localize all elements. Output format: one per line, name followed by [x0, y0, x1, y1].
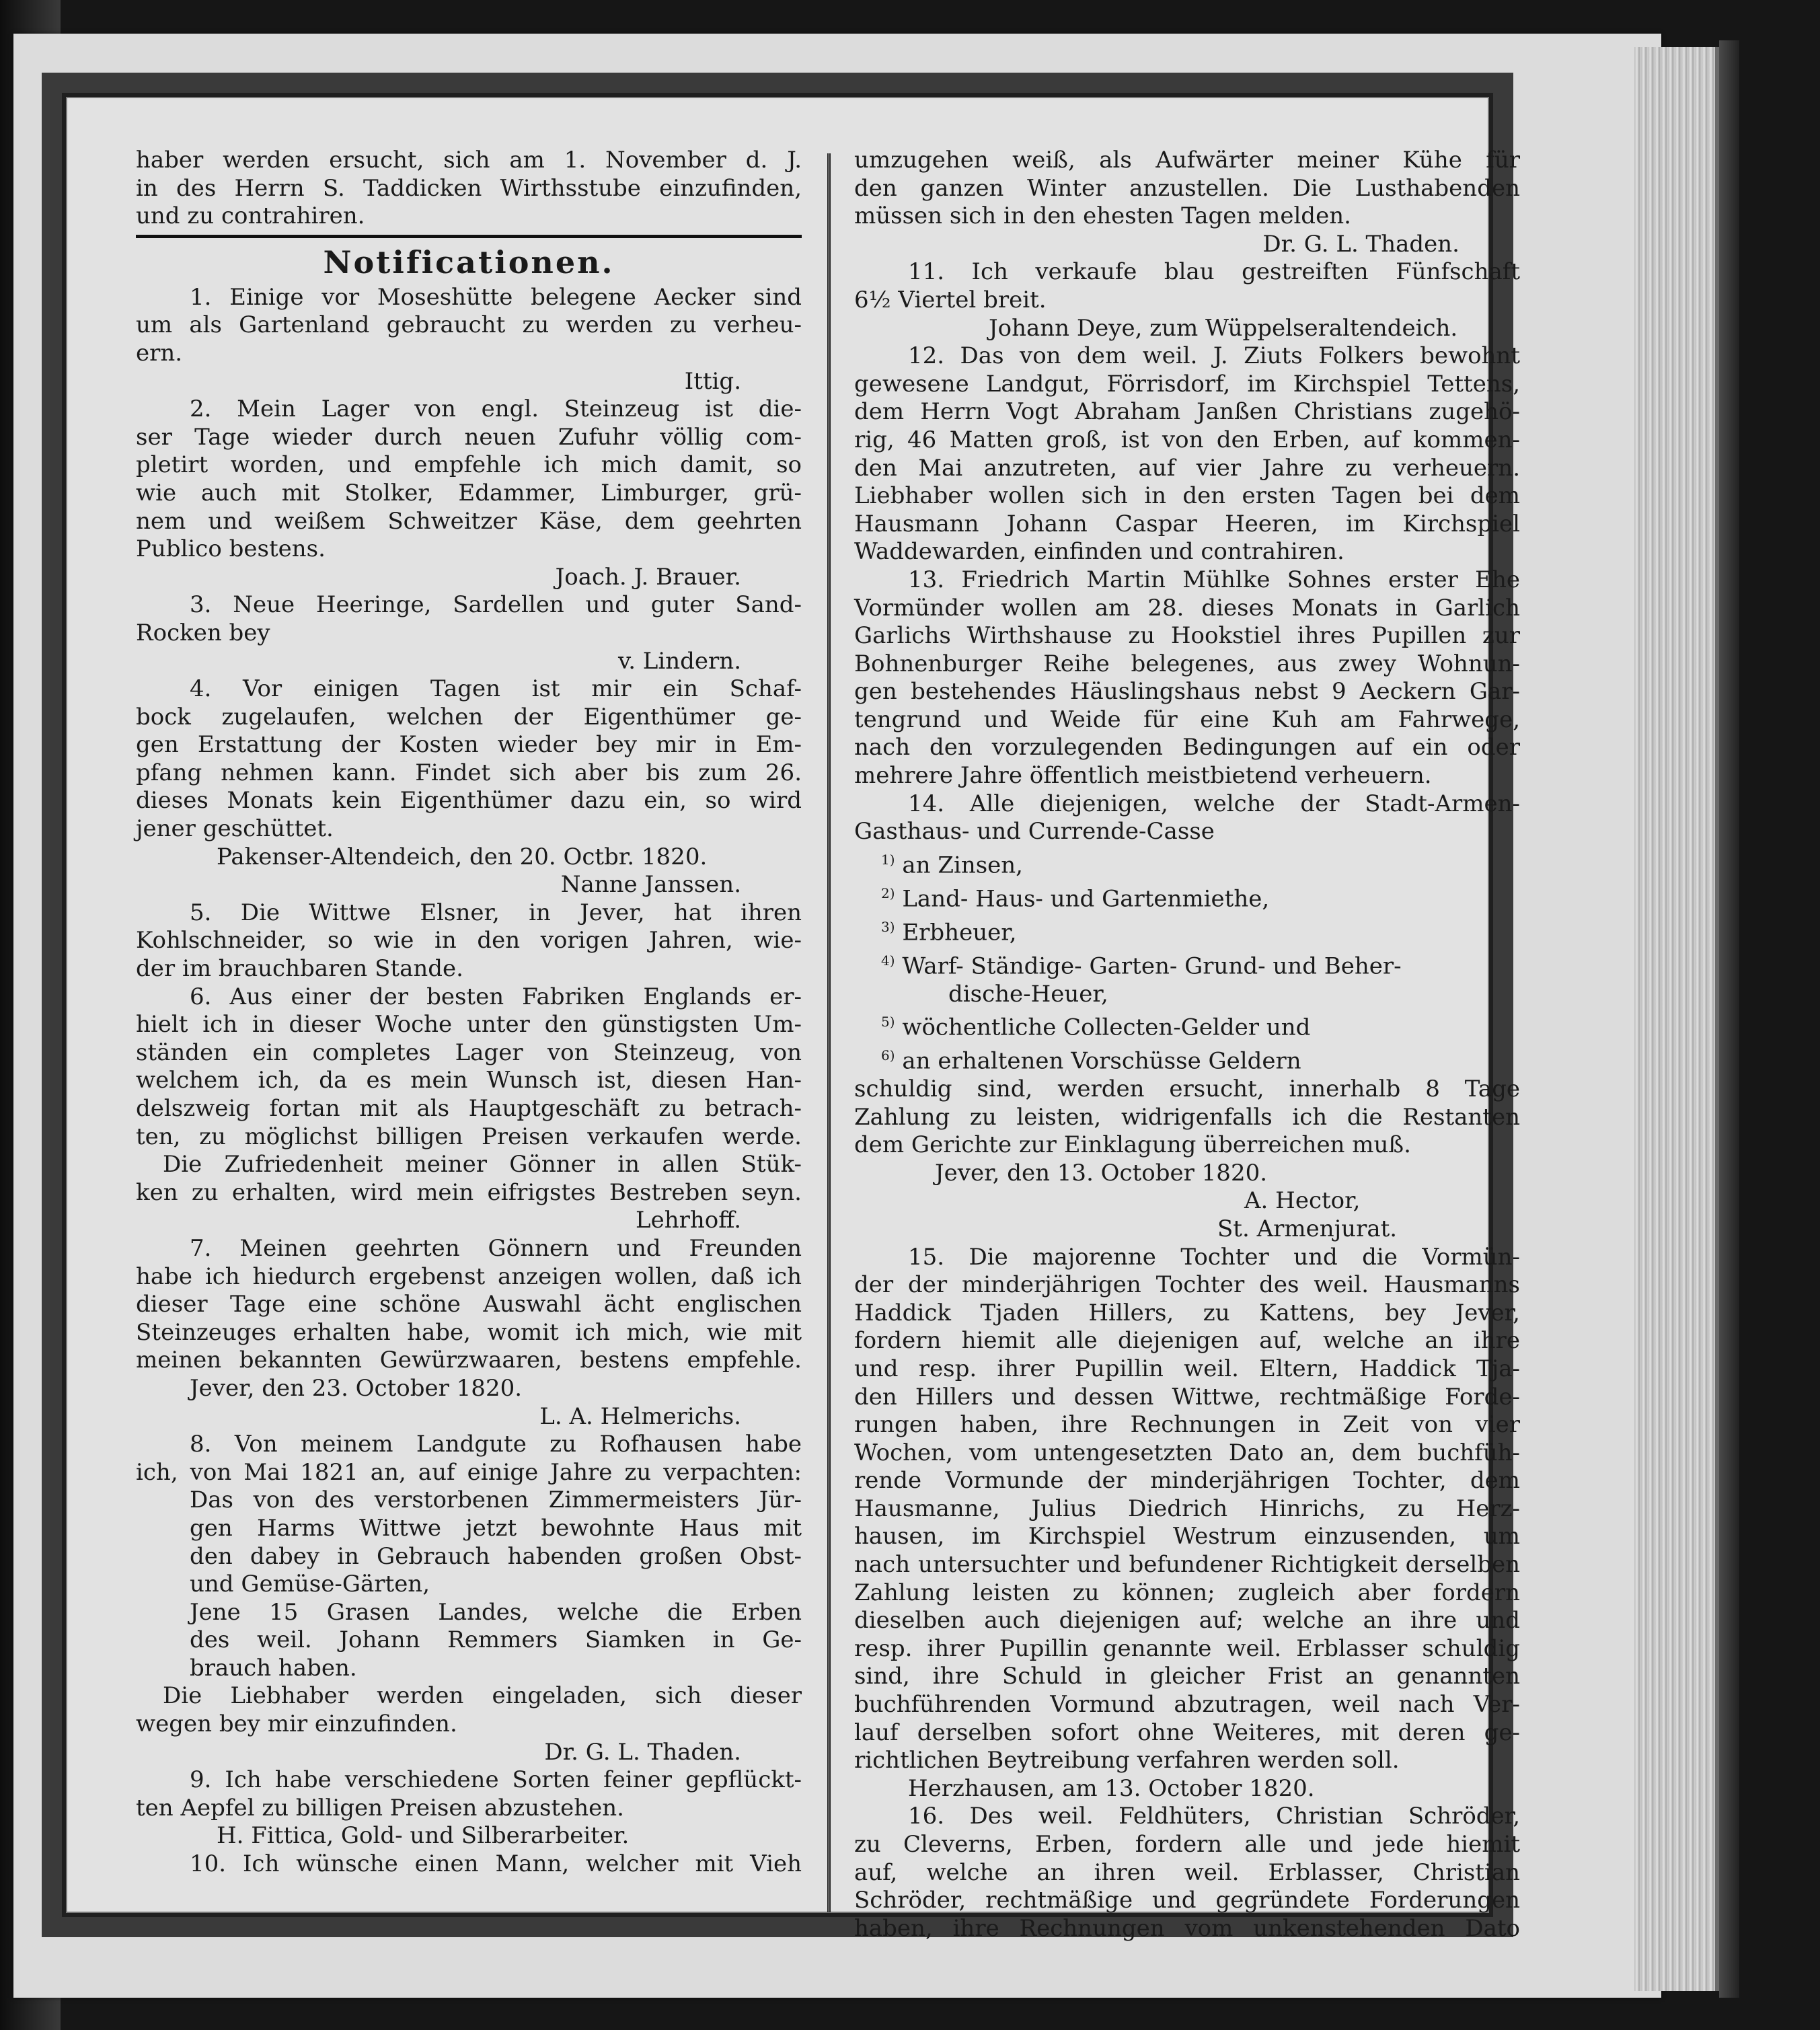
text-line: 2. Mein Lager von engl. Steinzeug ist die- [190, 396, 802, 423]
text-line: 15. Die majorenne Tochter und die Vormün- [908, 1243, 1520, 1271]
text-line: Schröder, rechtmäßige und gegründete Forderungen [854, 1887, 1520, 1914]
text-line: nach untersuchter und befundener Richtigkeit derselben [854, 1551, 1520, 1579]
list-item [854, 880, 1520, 913]
text-line: fordern hiemit alle diejenigen auf, welche an ihre [854, 1327, 1520, 1355]
text-line: 1. Einige vor Moseshütte belegene Aecker sind [190, 283, 802, 311]
text-line: brauch haben. [190, 1654, 357, 1682]
list-item [854, 846, 1520, 880]
list-number: 6) [881, 1047, 895, 1064]
text-line: den Hillers und dessen Wittwe, rechtmäßige Forde- [854, 1383, 1520, 1411]
signature: Nanne Janssen. [560, 871, 741, 899]
signature: Johann Deye, zum Wüppelseraltendeich. [989, 314, 1458, 342]
text-line: jener geschüttet. [136, 815, 334, 843]
ornamental-border [42, 73, 1520, 1942]
text-line: Waddewarden, einfinden und contrahiren. [854, 538, 1344, 566]
text-line: rungen haben, ihre Rechnungen in Zeit von vier [854, 1411, 1520, 1439]
text-line: Liebhaber wollen sich in den ersten Tagen bei dem [854, 482, 1520, 510]
text-line: Garlichs Wirthshause zu Hookstiel ihres Pupillen zur [854, 622, 1520, 650]
text-line: tengrund und Weide für eine Kuh am Fahrwege, [854, 706, 1520, 733]
text-line: gen bestehendes Häuslingshaus nebst 9 Aeckern Gar- [854, 678, 1520, 706]
text-line: haber werden ersucht, sich am 1. November d. J. [136, 147, 802, 174]
text-line: dem Gerichte zur Einklagung überreichen muß. [854, 1131, 1411, 1159]
text-line: ken zu erhalten, wird mein eifrigstes Bestreben seyn. [136, 1178, 802, 1206]
notice-12 [854, 342, 1520, 566]
text-line: haben, ihre Rechnungen vom unkenstehenden Dato [854, 1914, 1520, 1942]
text-line: 4. Vor einigen Tagen ist mir ein Schaf- [190, 675, 802, 703]
text-line: sind, ihre Schuld in gleicher Frist an genannten [854, 1663, 1520, 1690]
notice-14 [854, 790, 1520, 1244]
text-line: delszweig fortan mit als Hauptgeschäft zu betrach- [136, 1095, 802, 1122]
text-line: pfang nehmen kann. Findet sich aber bis zum 26. [136, 759, 802, 786]
text-line: ten, zu möglichst billigen Preisen verkaufen werde. [136, 1123, 802, 1150]
signature: H. Fittica, Gold- und Silberarbeiter. [217, 1822, 630, 1850]
page-edge [1634, 47, 1719, 1991]
list-item [854, 981, 1520, 1009]
text-line: 5. Die Wittwe Elsner, in Jever, hat ihren [190, 899, 802, 926]
text-line: gen Erstattung der Kosten wieder bey mir in Em- [136, 731, 802, 759]
list-item [854, 1008, 1520, 1042]
text-line: 3. Neue Heeringe, Sardellen und guter Sand- [190, 591, 802, 619]
text-line: meinen bekannten Gewürzwaaren, bestens empfehle. [136, 1347, 802, 1374]
text-line: 13. Friedrich Martin Mühlke Sohnes erster Ehe [908, 566, 1520, 593]
text-line: auf, welche an ihren weil. Erblasser, Christian [854, 1858, 1520, 1886]
text-line: Hausmann Johann Caspar Heeren, im Kirchspiel [854, 510, 1520, 537]
notice-3 [136, 591, 802, 675]
text-line: bock zugelaufen, welchen der Eigenthümer ge- [136, 703, 802, 730]
text-line: wegen bey mir einzufinden. [136, 1711, 457, 1738]
text-line: hielt ich in dieser Woche unter den günstigsten Um- [136, 1011, 802, 1039]
signature: Dr. G. L. Thaden. [1262, 230, 1459, 258]
notice-13 [854, 566, 1520, 790]
list-text: dische-Heuer, [948, 980, 1108, 1008]
text-line: dieselben auch diejenigen auf; welche an ihre und [854, 1607, 1520, 1634]
text-line: 16. Des weil. Feldhüters, Christian Schröder, [908, 1803, 1520, 1830]
signature: St. Armenjurat. [1217, 1215, 1398, 1242]
text-line: 11. Ich verkaufe blau gestreiften Fünfschaft [908, 258, 1520, 286]
text-line: Vormünder wollen am 28. dieses Monats in Garlich [854, 594, 1520, 622]
notice-4 [136, 675, 802, 899]
text-line: rende Vormunde der minderjährigen Tochter, dem [854, 1467, 1520, 1495]
text-line: 10. Ich wünsche einen Mann, welcher mit Vieh [190, 1850, 802, 1878]
text-line: welchem ich, da es mein Wunsch ist, diesen Han- [136, 1067, 802, 1094]
text-line: gewesene Landgut, Förrisdorf, im Kirchspiel Tettens, [854, 370, 1520, 398]
text-line: Zahlung leisten zu können; zugleich aber fordern [854, 1579, 1520, 1606]
text-line: Wochen, vom untengesetzten Dato an, dem buchfüh- [854, 1439, 1520, 1466]
text-line: ten Aepfel zu billigen Preisen abzustehen. [136, 1794, 624, 1821]
list-item [854, 1042, 1520, 1076]
notice-7 [136, 1235, 802, 1431]
signature: Joach. J. Brauer. [555, 563, 741, 591]
text-line: müssen sich in den ehesten Tagen melden. [854, 202, 1351, 230]
list-text: Erbheuer, [902, 919, 1017, 946]
text-line: gen Harms Wittwe jetzt bewohnte Haus mit [190, 1514, 802, 1542]
text-line: 7. Meinen geehrten Gönnern und Freunden [190, 1234, 802, 1262]
list-text: wöchentliche Collecten-Gelder und [902, 1014, 1311, 1041]
text-line: 6. Aus einer der besten Fabriken Englands er- [190, 983, 802, 1010]
text-line: und resp. ihrer Pupillin weil. Eltern, Haddick Tja- [854, 1355, 1520, 1382]
left-column [136, 147, 802, 1922]
text-line: Das von des verstorbenen Zimmermeisters Jür- [190, 1487, 802, 1514]
notice-11 [854, 258, 1520, 342]
text-line: Haddick Tjaden Hillers, zu Kattens, bey Jever, [854, 1299, 1520, 1326]
text-line: dieser Tage eine schöne Auswahl ächt englischen [136, 1291, 802, 1318]
place-date: Herzhausen, am 13. October 1820. [908, 1774, 1315, 1802]
text-line: der der minderjährigen Tochter des weil. Hausmanns [854, 1271, 1520, 1299]
text-line: Die Liebhaber werden eingeladen, sich dieser [163, 1682, 802, 1710]
list-item [854, 913, 1520, 947]
list-number: 1) [881, 851, 895, 868]
text-line: Bohnenburger Reihe belegenes, aus zwey Wohnun- [854, 650, 1520, 677]
text-line: der im brauchbaren Stande. [136, 955, 463, 983]
text-line: des weil. Johann Remmers Siamken in Ge- [190, 1626, 802, 1654]
text-line: ern. [136, 339, 183, 367]
signature: L. A. Helmerichs. [539, 1402, 741, 1430]
text-line: Gasthaus- und Currende-Casse [854, 818, 1215, 845]
text-line: wie auch mit Stolker, Edammer, Limburger, grü- [136, 479, 802, 506]
debt-list [854, 846, 1520, 1076]
text-line: umzugehen weiß, als Aufwärter meiner Kühe für [854, 147, 1520, 174]
right-column [854, 147, 1520, 1942]
list-text: an Zinsen, [902, 852, 1023, 879]
list-number: 3) [881, 918, 895, 935]
text-line: pletirt worden, und empfehle ich mich damit, so [136, 451, 802, 479]
text-line: Rocken bey [136, 619, 270, 646]
text-line: Publico bestens. [136, 535, 326, 563]
list-number: 2) [881, 885, 895, 901]
text-line: und zu contrahiren. [136, 202, 365, 230]
text-line: 8. Von meinem Landgute zu Rofhausen habe [190, 1431, 802, 1458]
text-line: den ganzen Winter anzustellen. Die Lusthabenden [854, 174, 1520, 202]
text-line: ich, von Mai 1821 an, auf einige Jahre zu verpachten: [136, 1458, 802, 1486]
text-line: ständen ein completes Lager von Steinzeug, von [136, 1039, 802, 1066]
text-line: mehrere Jahre öffentlich meistbietend verheuern. [854, 762, 1432, 790]
text-line: ser Tage wieder durch neuen Zufuhr völlig com- [136, 423, 802, 451]
book-cover-edge [1719, 40, 1739, 1998]
signature: Dr. G. L. Thaden. [544, 1738, 741, 1766]
text-line: Jene 15 Grasen Landes, welche die Erben [190, 1598, 802, 1626]
text-line: den Mai anzutreten, auf vier Jahre zu verheuern. [854, 454, 1520, 482]
notice-10 [136, 1850, 802, 1879]
place-date: Pakenser-Altendeich, den 20. Octbr. 1820. [217, 843, 708, 870]
text-line: nem und weißem Schweitzer Käse, dem geehrten [136, 507, 802, 535]
text-line: Die Zufriedenheit meiner Gönner in allen Stük- [163, 1151, 802, 1178]
list-number: 5) [881, 1014, 895, 1030]
signature: Lehrhoff. [636, 1207, 741, 1234]
notice-16 [854, 1803, 1520, 1943]
text-line: richtlichen Beytreibung verfahren werden soll. [854, 1747, 1400, 1774]
list-item [854, 947, 1520, 981]
text-line: und Gemüse-Gärten, [190, 1571, 430, 1598]
place-date: Jever, den 23. October 1820. [190, 1374, 523, 1402]
notice-1 [136, 284, 802, 396]
signature: Ittig. [684, 367, 741, 395]
text-line: schuldig sind, werden ersucht, innerhalb 8 Tage [854, 1075, 1520, 1102]
text-line: um als Gartenland gebraucht zu werden zu verheu- [136, 311, 802, 339]
text-line: den dabey in Gebrauch habenden großen Obst- [190, 1542, 802, 1570]
text-line: Zahlung zu leisten, widrigenfalls ich die Restanten [854, 1103, 1520, 1131]
list-text: Land- Haus- und Gartenmiethe, [902, 885, 1270, 913]
notice-15 [854, 1244, 1520, 1803]
notice-6 [136, 983, 802, 1235]
text-line: 12. Das von dem weil. J. Ziuts Folkers bewohnt [908, 342, 1520, 370]
text-line: in des Herrn S. Taddicken Wirthsstube einzufinden, [136, 174, 802, 202]
text-line: 14. Alle diejenigen, welche der Stadt-Armen- [908, 790, 1520, 817]
text-line: dem Herrn Vogt Abraham Janßen Christians zugehö- [854, 398, 1520, 426]
signature: A. Hector, [1244, 1187, 1361, 1215]
text-line: lauf derselben sofort ohne Weiteres, mit deren ge- [854, 1719, 1520, 1746]
notice-9 [136, 1766, 802, 1850]
text-line: dieses Monats kein Eigenthümer dazu ein, so wird [136, 787, 802, 815]
text-line: Steinzeuges erhalten habe, womit ich mich, wie mit [136, 1318, 802, 1346]
text-line: Hausmanne, Julius Diedrich Hinrichs, zu Herz- [854, 1495, 1520, 1522]
text-line: zu Cleverns, Erben, fordern alle und jede hiemit [854, 1831, 1520, 1858]
notice-8 [136, 1431, 802, 1766]
list-text: an erhaltenen Vorschüsse Geldern [902, 1047, 1301, 1075]
text-line: Kohlschneider, so wie in den vorigen Jahren, wie- [136, 927, 802, 954]
list-number: 4) [881, 952, 895, 969]
text-line: 9. Ich habe verschiedene Sorten feiner gepflückt- [190, 1766, 802, 1794]
text-line: nach den vorzulegenden Bedingungen auf ein oder [854, 734, 1520, 761]
signature: v. Lindern. [618, 647, 741, 675]
text-line: resp. ihrer Pupillin genannte weil. Erblasser schuldig [854, 1634, 1520, 1662]
notice-5 [136, 899, 802, 983]
text-line: hausen, im Kirchspiel Westrum einzusenden, um [854, 1523, 1520, 1550]
list-text: Warf- Ständige- Garten- Grund- und Beher- [902, 952, 1402, 979]
text-line: buchführenden Vormund abzutragen, weil nach Ver- [854, 1691, 1520, 1719]
intro-paragraph [136, 147, 802, 231]
column-divider [827, 153, 831, 1912]
section-rule [136, 235, 802, 238]
section-heading: Notificationen. [323, 243, 615, 280]
notice-10-continued [854, 147, 1520, 258]
notice-2 [136, 396, 802, 591]
text-line: habe ich hiedurch ergebenst anzeigen wollen, daß ich [136, 1263, 802, 1290]
text-line: rig, 46 Matten groß, ist von den Erben, auf kommen- [854, 426, 1520, 453]
place-date: Jever, den 13. October 1820. [935, 1159, 1268, 1187]
text-line: 6½ Viertel breit. [854, 286, 1047, 313]
